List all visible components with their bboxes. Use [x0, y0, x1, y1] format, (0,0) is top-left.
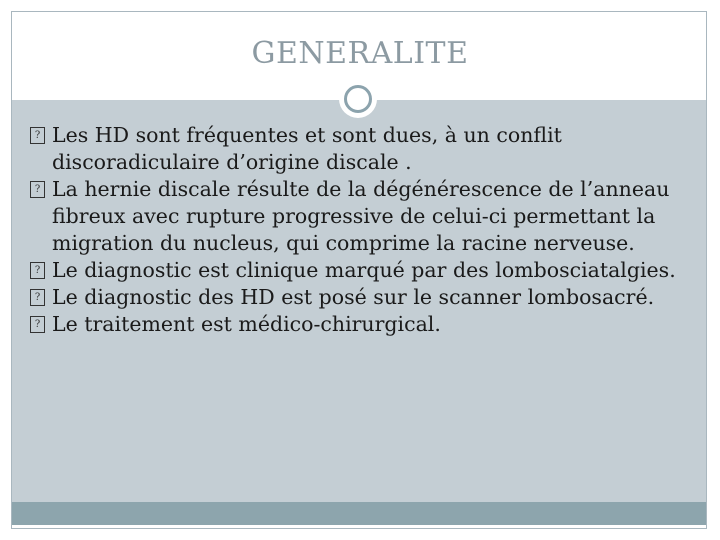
footer-band	[12, 502, 706, 525]
bullet-text: Le diagnostic des HD est posé sur le scanner lombosacré.	[52, 285, 655, 309]
bullet-square-icon: ?	[30, 289, 45, 306]
bullet-square-icon: ?	[30, 181, 45, 198]
bullet-item	[30, 284, 695, 311]
bullet-text: Le diagnostic est clinique marqué par des lombosciatalgies.	[52, 258, 676, 282]
bullet-item	[30, 122, 695, 176]
bullet-item	[30, 311, 695, 338]
bullet-square-icon: ?	[30, 262, 45, 279]
bullet-square-icon: ?	[30, 316, 45, 333]
bullet-list	[30, 122, 695, 338]
bullet-text: Les HD sont fréquentes et sont dues, à un conflit discoradiculaire d’origine discale .	[52, 123, 562, 174]
bullet-text: Le traitement est médico-chirurgical.	[52, 312, 441, 336]
bullet-item	[30, 257, 695, 284]
bullet-square-icon: ?	[30, 127, 45, 144]
circle-ornament-icon	[339, 80, 377, 118]
slide-title: GENERALITE	[251, 36, 469, 71]
bullet-item	[30, 176, 695, 257]
bullet-text: La hernie discale résulte de la dégénérescence de l’anneau fibreux avec rupture progressive de celui-ci permettant la migration du nucleus, qui comprime la racine nerveuse.	[52, 177, 670, 255]
